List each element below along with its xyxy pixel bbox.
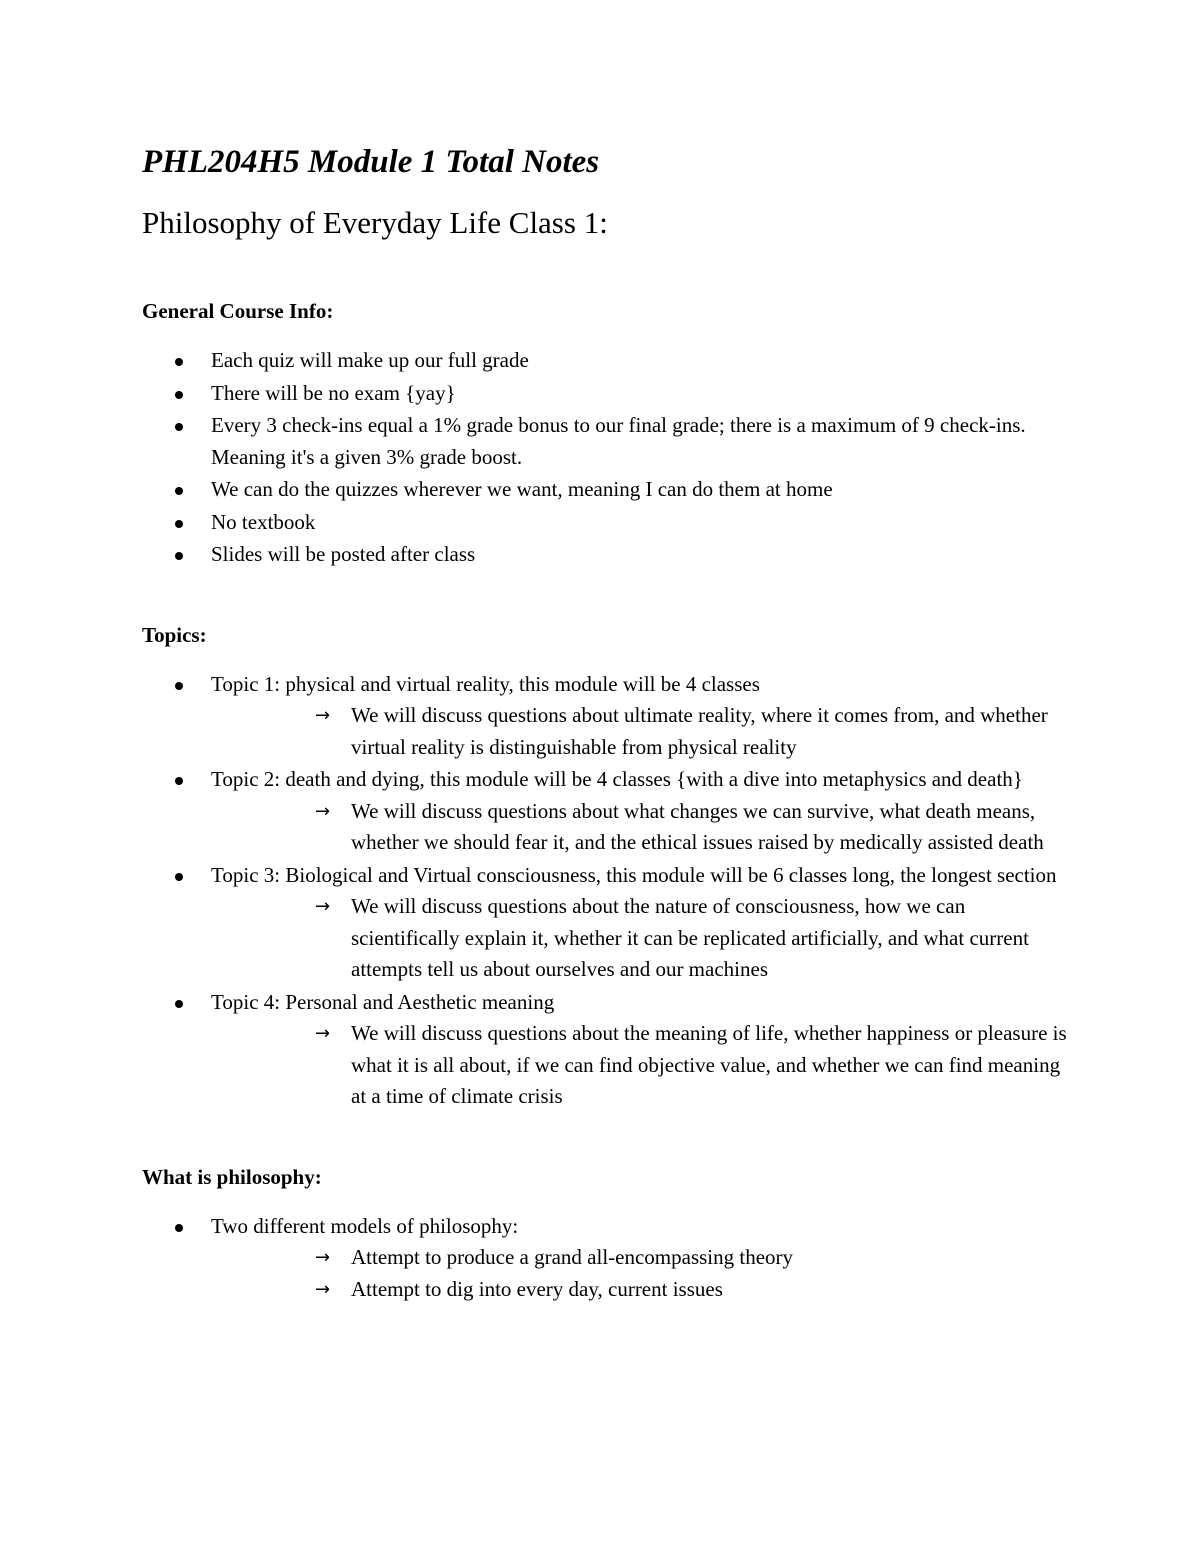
- general-info-list: [142, 345, 1072, 571]
- sub-item: [211, 1274, 1072, 1306]
- sub-list: [211, 891, 1072, 986]
- bullet-dot-icon: [175, 487, 183, 495]
- bullet-dot-icon: [175, 777, 183, 785]
- sub-item-text: We will discuss questions about what changes we can survive, what death means, whether we should fear it, and the ethical issues raised by medically assisted death: [351, 798, 1044, 854]
- list-item-text: No textbook: [211, 509, 316, 534]
- sub-item-text: Attempt to produce a grand all-encompassing theory: [351, 1245, 794, 1269]
- topic-item-3: [142, 860, 1072, 986]
- philosophy-list: [142, 1211, 1072, 1306]
- right-arrow-icon: →: [315, 1247, 331, 1268]
- bullet-dot-icon: [175, 873, 183, 881]
- topics-list: [142, 669, 1072, 1113]
- right-arrow-icon: →: [315, 1023, 331, 1044]
- bullet-dot-icon: [175, 1224, 183, 1232]
- topic-item-1: [142, 669, 1072, 764]
- sub-item-text: We will discuss questions about ultimate reality, where it comes from, and whether virtual reality is distinguishable from physical reality: [351, 703, 1048, 759]
- list-item: [142, 378, 1072, 410]
- list-item: [142, 345, 1072, 377]
- list-item-text: There will be no exam {yay}: [211, 380, 456, 405]
- section-heading-general: General Course Info:: [142, 299, 334, 323]
- topic-item-4: [142, 987, 1072, 1113]
- list-item-text: Each quiz will make up our full grade: [211, 348, 529, 372]
- list-item: [142, 410, 1072, 473]
- list-item-text: Topic 2: death and dying, this module will be 4 classes {with a dive into metaphysics and death}: [211, 767, 1023, 791]
- list-item-text: Slides will be posted after class: [211, 542, 476, 566]
- section-heading-topics: Topics:: [142, 622, 207, 647]
- sub-item: [211, 796, 1072, 859]
- right-arrow-icon: →: [315, 705, 331, 726]
- list-item: [142, 1211, 1072, 1306]
- right-arrow-icon: →: [315, 896, 331, 917]
- sub-item-text: We will discuss questions about the nature of consciousness, how we can scientifically explain it, whether it can be replicated artificially, and what current attempts tell us about ourselves and our machines: [351, 894, 1029, 981]
- bullet-dot-icon: [175, 552, 183, 560]
- sub-item-text: We will discuss questions about the meaning of life, whether happiness or pleasure is what it is all about, if we can find objective value, and whether we can find meaning at a time of climate crisis: [351, 1021, 1067, 1108]
- sub-list: [211, 1018, 1072, 1113]
- sub-list: [211, 1242, 1072, 1305]
- sub-list: [211, 700, 1072, 763]
- document-title: PHL204H5 Module 1 Total Notes: [142, 144, 600, 180]
- sub-item: [211, 891, 1072, 986]
- bullet-dot-icon: [175, 423, 183, 431]
- list-item: [142, 539, 1072, 571]
- right-arrow-icon: →: [315, 1278, 331, 1300]
- list-item: [142, 507, 1072, 539]
- sub-item: [211, 1018, 1072, 1113]
- list-item-text: Topic 1: physical and virtual reality, this module will be 4 classes: [211, 671, 760, 696]
- bullet-dot-icon: [175, 391, 183, 399]
- document-subtitle: Philosophy of Everyday Life Class 1:: [142, 205, 608, 240]
- bullet-dot-icon: [175, 1000, 183, 1008]
- topic-item-2: [142, 764, 1072, 859]
- sub-item: [211, 1242, 1072, 1274]
- sub-item: [211, 700, 1072, 763]
- document-page: [142, 138, 1072, 1306]
- bullet-dot-icon: [175, 520, 183, 528]
- section-heading-philosophy: What is philosophy:: [142, 1164, 322, 1189]
- bullet-dot-icon: [175, 682, 183, 690]
- sub-item-text: Attempt to dig into every day, current issues: [351, 1276, 723, 1301]
- list-item-text: Topic 3: Biological and Virtual consciousness, this module will be 6 classes long, the longest section: [211, 862, 1057, 887]
- list-item-text: Topic 4: Personal and Aesthetic meaning: [211, 989, 555, 1014]
- list-item-text: Every 3 check-ins equal a 1% grade bonus to our final grade; there is a maximum of 9 check-ins. Meaning it's a given 3% grade boost.: [211, 413, 1026, 469]
- list-item-text: Two different models of philosophy:: [211, 1213, 519, 1238]
- list-item: [142, 474, 1072, 506]
- right-arrow-icon: →: [315, 800, 331, 822]
- sub-list: [211, 796, 1072, 859]
- list-item-text: We can do the quizzes wherever we want, meaning I can do them at home: [211, 477, 833, 501]
- bullet-dot-icon: [175, 358, 183, 366]
